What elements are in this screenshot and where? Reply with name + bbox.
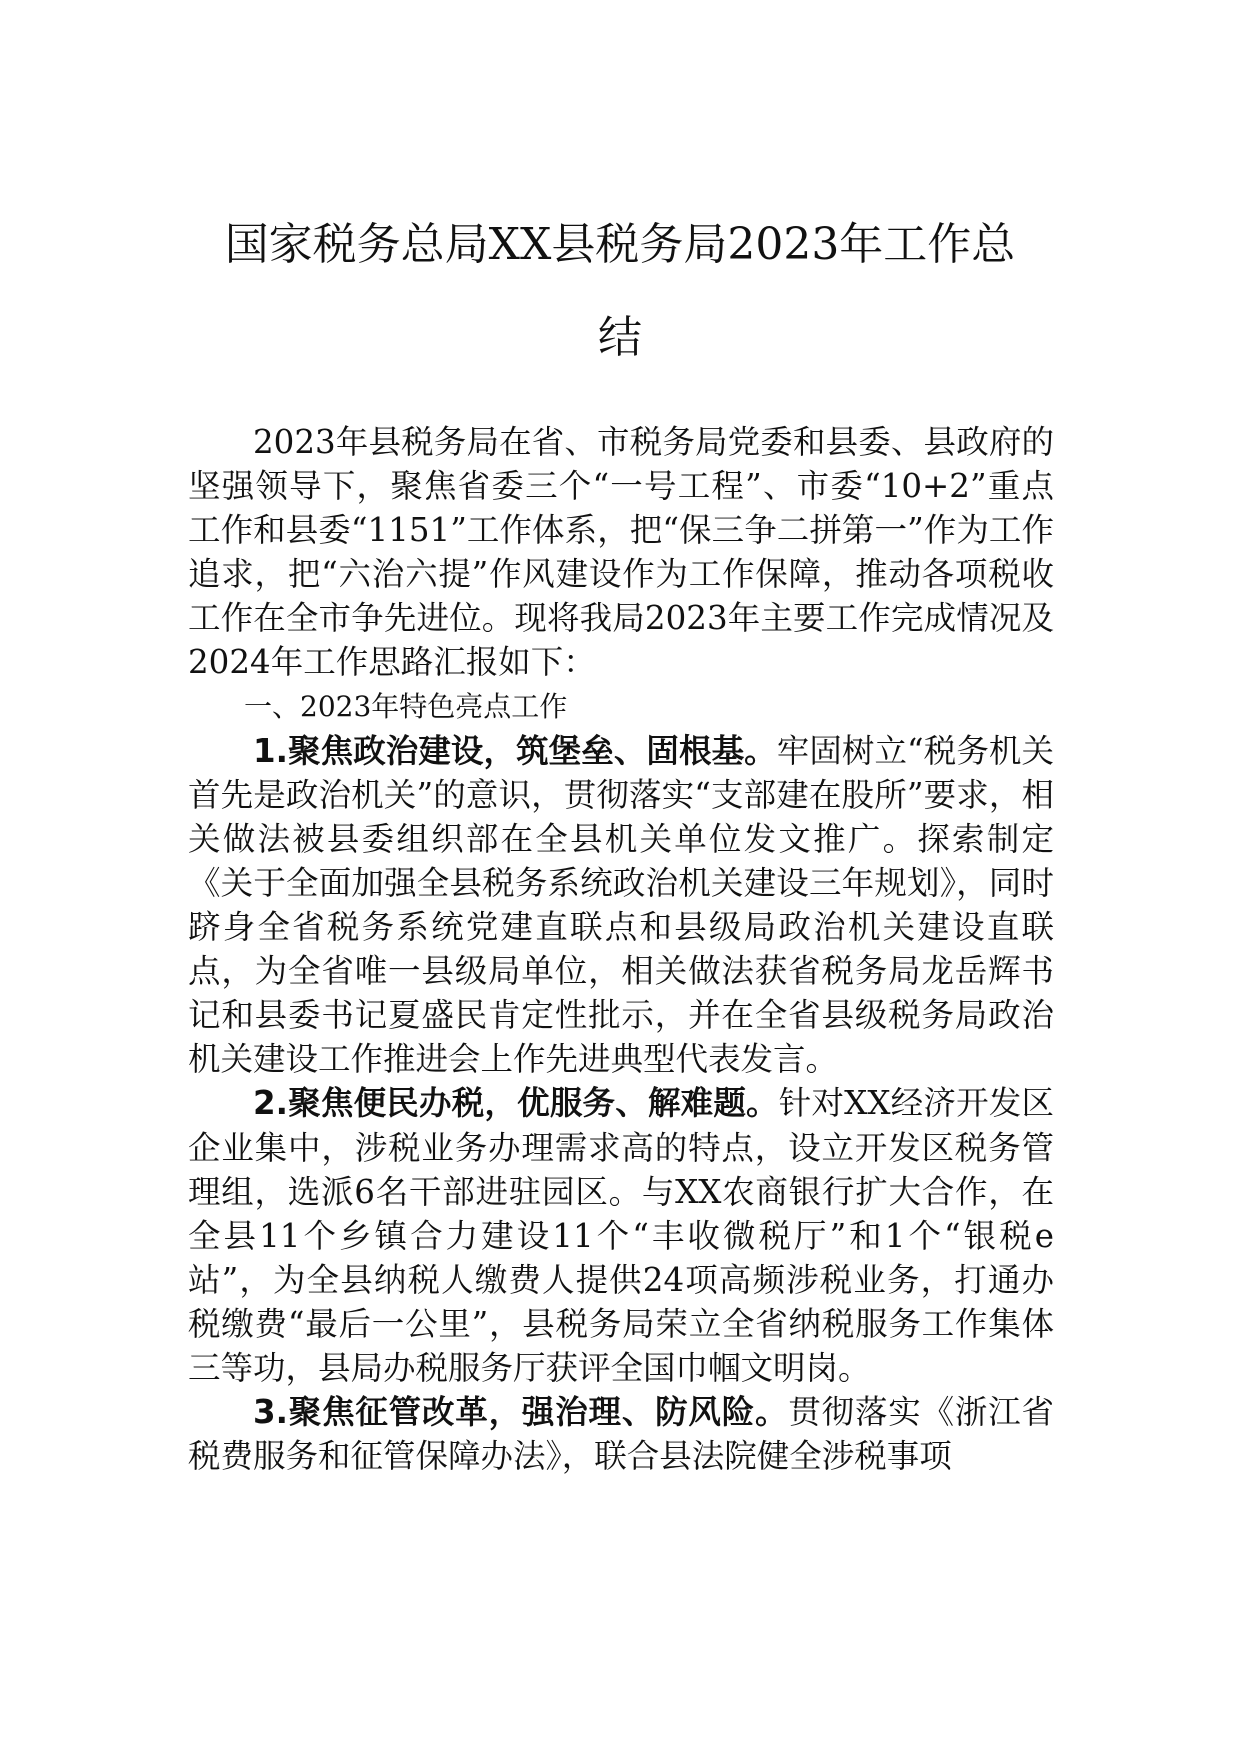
item-text-1: 牢固树立“税务机关首先是政治机关”的意识，贯彻落实“支部建在股所”要求，相关做法被县委组织部在全县机关单位发文推广。探索制定《关于全面加强全县税务系统政治机关建设三年规划》，同时跻身全省税务系统党建直联点和县级局政治机关建设直联点，为全省唯一县级局单位，相关做法获省税务局龙岳辉书记和县委书记夏盛民肯定性批示，并在全省县级税务局政治机关建设工作推进会上作先进典型代表发言。 [188, 731, 1054, 1079]
document-body [188, 420, 1054, 1478]
document-title-line-2: 结 [598, 312, 642, 363]
item-paragraph-1 [188, 729, 1054, 1082]
intro-paragraph: 2023年县税务局在省、市税务局党委和县委、县政府的坚强领导下，聚焦省委三个“一号工程”、市委“10+2”重点工作和县委“1151”工作体系，把“保三争二拼第一”作为工作追求，把“六治六提”作风建设作为工作保障，推动各项税收工作在全市争先进位。现将我局2023年主要工作完成情况及2024年工作思路汇报如下： [188, 423, 1054, 682]
item-text-2: 针对XX经济开发区企业集中，涉税业务办理需求高的特点，设立开发区税务管理组，选派6名干部进驻园区。与XX农商银行扩大合作，在全县11个乡镇合力建设11个“丰收微税厅”和1个“银税e站”，为全县纳税人缴费人提供24项高频涉税业务，打通办税缴费“最后一公里”，县税务局荣立全省纳税服务工作集体三等功，县局办税服务厅获评全国巾帼文明岗。 [188, 1084, 1054, 1387]
item-lead-2: 2.聚焦便民办税，优服务、解难题。 [253, 1084, 779, 1123]
item-paragraph-2 [188, 1081, 1054, 1390]
item-lead-3: 3.聚焦征管改革，强治理、防风险。 [253, 1393, 789, 1432]
document-title-line-1: 国家税务总局XX县税务局2023年工作总 [224, 219, 1016, 270]
item-text-3: 贯彻落实《浙江省税费服务和征管保障办法》，联合县法院健全涉税事项 [188, 1393, 1054, 1476]
section-heading: 一、2023年特色亮点工作 [244, 689, 568, 723]
item-paragraph-3 [188, 1390, 1054, 1478]
item-lead-1: 1.聚焦政治建设，筑堡垒、固根基。 [253, 731, 777, 770]
